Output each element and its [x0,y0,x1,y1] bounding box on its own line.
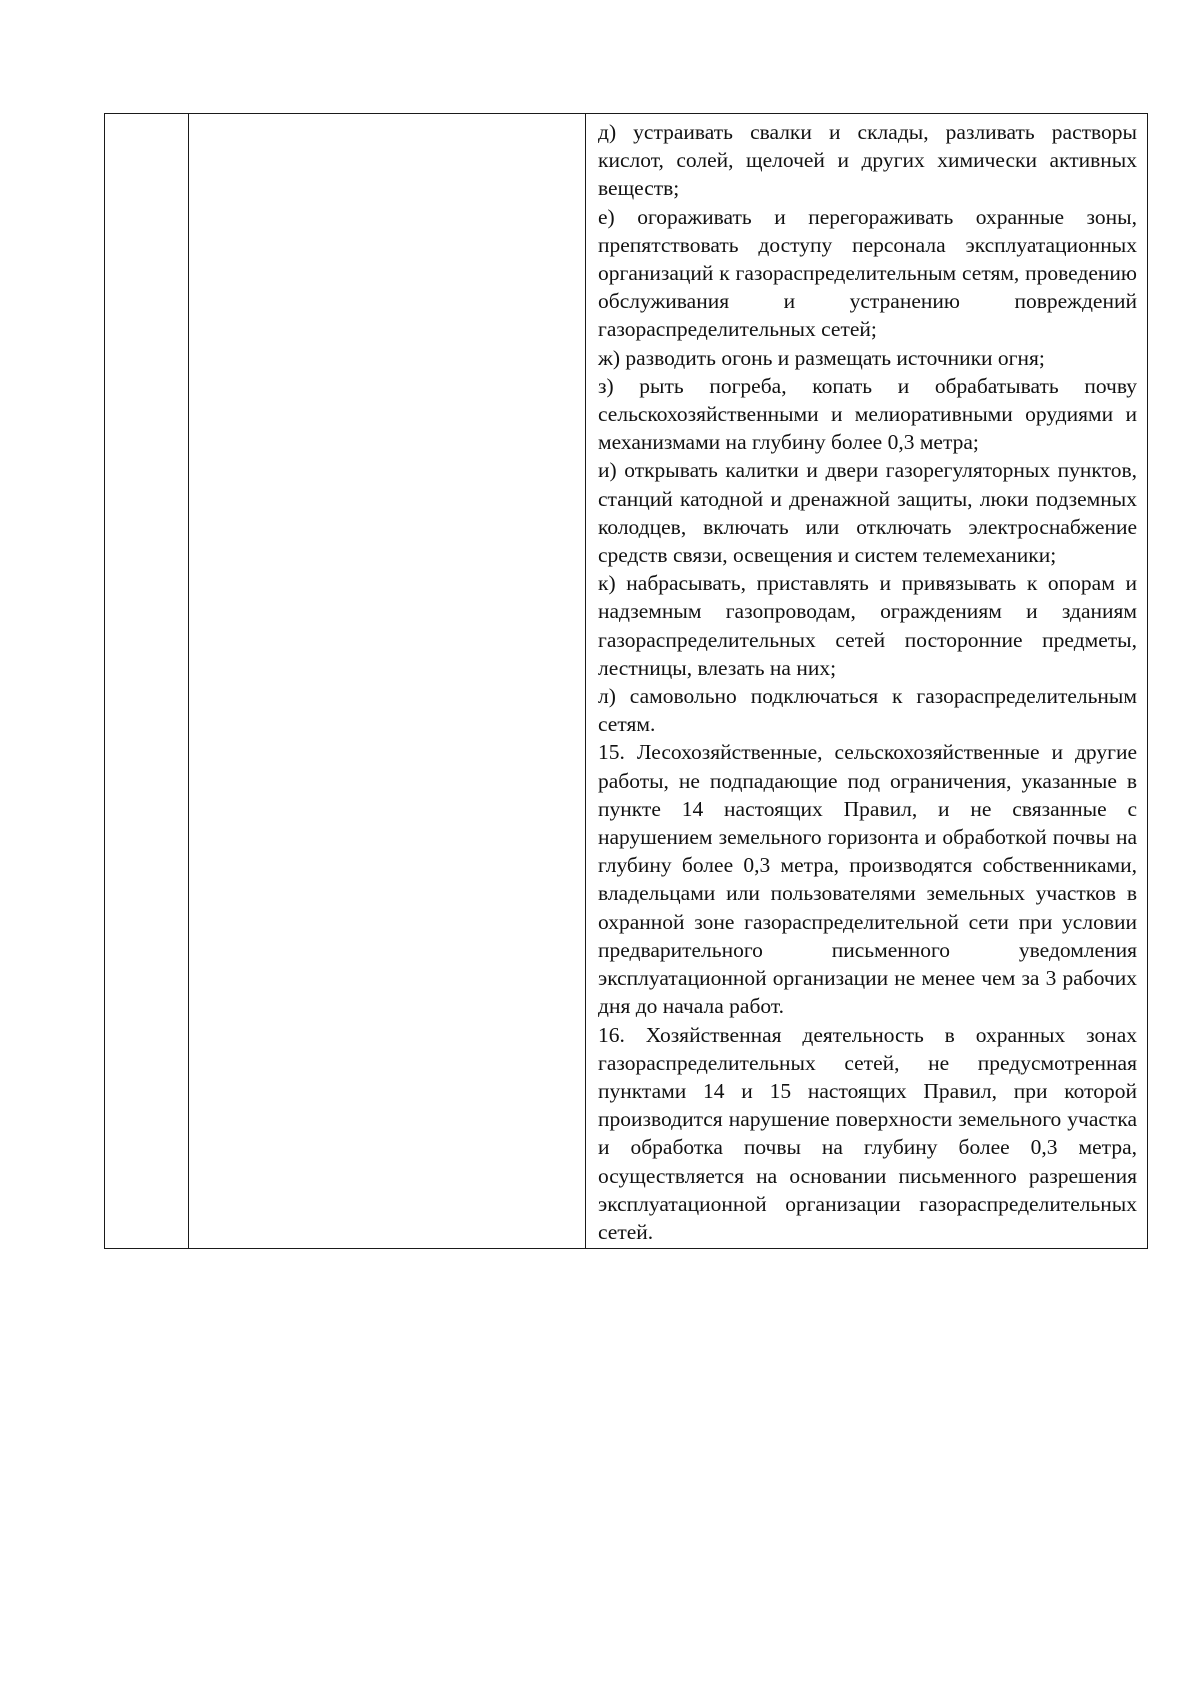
table-cell-number [105,114,189,1249]
paragraph-item-e: е) огораживать и перегораживать охранные зоны, препятствовать доступу персонала эксплуатационных организаций к газораспределительным сетям, проведению обслуживания и устранению повреждений газораспределительных сетей; [598,204,1137,342]
paragraph-item-i: и) открывать калитки и двери газорегуляторных пунктов, станций катодной и дренажной защиты, люки подземных колодцев, включать или отключать электроснабжение средств связи, освещения и систем телемеханики; [598,458,1137,568]
paragraph-item-k: к) набрасывать, приставлять и привязывать к опорам и надземным газопроводам, ограждениям и зданиям газораспределительных сетей посторонние предметы, лестницы, влезать на них; [598,571,1137,680]
paragraph-item-z: з) рыть погреба, копать и обрабатывать почву сельскохозяйственными и мелиоративными орудиями и механизмами на глубину более 0,3 метра; [598,373,1137,455]
table-cell-name [189,114,586,1249]
document-table [104,113,1148,1249]
paragraph-item-l: л) самовольно подключаться к газораспределительным сетям. [598,684,1137,737]
paragraph-clause-16: 16. Хозяйственная деятельность в охранных зонах газораспределительных сетей, не предусмотренная пунктами 14 и 15 настоящих Правил, при которой производится нарушение поверхности земельного участка и обработка почвы на глубину более 0,3 метра, осуществляется на основании письменного разрешения эксплуатационной организации газораспределительных сетей. [598,1022,1137,1244]
paragraph-item-zh: ж) разводить огонь и размещать источники огня; [598,345,1045,370]
table-row [105,114,1148,1249]
paragraph-item-d: д) устраивать свалки и склады, разливать растворы кислот, солей, щелочей и других химически активных веществ; [598,120,1137,201]
table-cell-text [586,114,1148,1249]
paragraph-clause-15: 15. Лесохозяйственные, сельскохозяйственные и другие работы, не подпадающие под ограничения, указанные в пункте 14 настоящих Правил, и не связанные с нарушением земельного горизонта и обработкой почвы на глубину более 0,3 метра, производятся собственниками, владельцами или пользователями земельных участков в охранной зоне газораспределительной сети при условии предварительного письменного уведомления эксплуатационной организации не менее чем за 3 рабочих дня до начала работ. [598,740,1137,1019]
